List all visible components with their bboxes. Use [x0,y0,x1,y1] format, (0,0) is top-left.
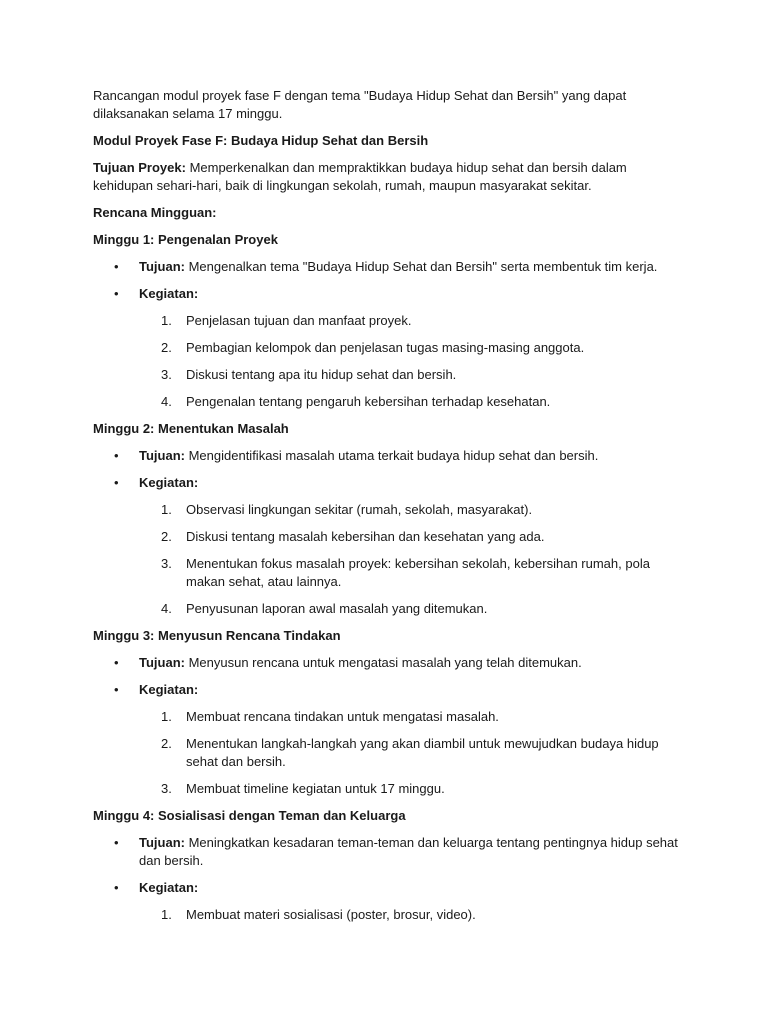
activity-number: 2. [161,340,172,355]
goal-label: Tujuan: [139,448,185,463]
goal-bullet [93,834,683,870]
activity-number: 3. [161,367,172,382]
activity-item [93,528,683,546]
activity-text: Pengenalan tentang pengaruh kebersihan terhadap kesehatan. [186,394,551,409]
activities-list [93,906,683,924]
goal-label: Tujuan: [139,835,185,850]
activity-number: 2. [161,529,172,544]
goal-bullet [93,654,683,672]
activity-text: Membuat materi sosialisasi (poster, brosur, video). [186,907,476,922]
activity-text: Penjelasan tujuan dan manfaat proyek. [186,313,412,328]
goal-label: Tujuan: [139,259,185,274]
activity-number: 3. [161,781,172,796]
intro-paragraph: Rancangan modul proyek fase F dengan tema "Budaya Hidup Sehat dan Bersih" yang dapat dilaksanakan selama 17 minggu. [93,88,627,121]
week-section [93,420,683,618]
activity-item [93,555,683,591]
week-title: Minggu 3: Menyusun Rencana Tindakan [93,628,341,643]
project-goal [93,159,683,195]
week-section [93,231,683,411]
bullet-icon: • [114,880,119,895]
activities-label: Kegiatan: [139,475,199,490]
activities-bullet [93,474,683,492]
weeks-container [93,231,683,924]
module-title: Modul Proyek Fase F: Budaya Hidup Sehat dan Bersih [93,133,429,148]
goal-text: Mengidentifikasi masalah utama terkait budaya hidup sehat dan bersih. [184,448,599,463]
activities-label: Kegiatan: [139,286,199,301]
activity-number: 2. [161,736,172,751]
activity-text: Membuat timeline kegiatan untuk 17 minggu. [186,781,445,796]
goal-label: Tujuan: [139,655,185,670]
week-title: Minggu 4: Sosialisasi dengan Teman dan Keluarga [93,808,406,823]
activity-item [93,393,683,411]
activity-number: 1. [161,709,172,724]
bullet-icon: • [114,682,119,697]
activity-number: 4. [161,394,172,409]
activities-list [93,312,683,411]
activities-label: Kegiatan: [139,880,199,895]
week-section [93,627,683,798]
activity-text: Diskusi tentang apa itu hidup sehat dan bersih. [186,367,457,382]
bullet-icon: • [114,835,119,850]
activities-bullet [93,285,683,303]
activity-number: 1. [161,502,172,517]
bullet-icon: • [114,655,119,670]
activities-list [93,501,683,618]
activity-item [93,312,683,330]
goal-text: Meningkatkan kesadaran teman-teman dan keluarga tentang pentingnya hidup sehat dan bersih. [139,835,678,868]
bullet-icon: • [114,448,119,463]
document-content [93,87,683,933]
activities-list [93,708,683,798]
activity-text: Penyusunan laporan awal masalah yang ditemukan. [186,601,488,616]
weekly-plan-heading: Rencana Mingguan: [93,205,217,220]
week-section [93,807,683,924]
activity-number: 1. [161,313,172,328]
activity-item [93,708,683,726]
bullet-icon: • [114,259,119,274]
activities-bullet [93,879,683,897]
activity-item [93,501,683,519]
bullet-icon: • [114,286,119,301]
activity-item [93,780,683,798]
activity-number: 3. [161,556,172,571]
activity-text: Membuat rencana tindakan untuk mengatasi masalah. [186,709,499,724]
activities-label: Kegiatan: [139,682,199,697]
goal-text: Mengenalkan tema "Budaya Hidup Sehat dan Bersih" serta membentuk tim kerja. [184,259,658,274]
project-goal-label: Tujuan Proyek: [93,160,186,175]
bullet-icon: • [114,475,119,490]
activity-item [93,339,683,357]
project-goal-text: Memperkenalkan dan mempraktikkan budaya hidup sehat dan bersih dalam kehidupan sehari-hari, baik di lingkungan sekolah, rumah, maupun masyarakat sekitar. [93,160,627,193]
goal-text: Menyusun rencana untuk mengatasi masalah yang telah ditemukan. [184,655,582,670]
activity-number: 4. [161,601,172,616]
activity-text: Diskusi tentang masalah kebersihan dan kesehatan yang ada. [186,529,545,544]
activity-item [93,735,683,771]
activity-text: Menentukan fokus masalah proyek: kebersihan sekolah, kebersihan rumah, pola makan sehat, atau lainnya. [186,556,650,589]
activity-item [93,906,683,924]
goal-bullet [93,258,683,276]
activities-bullet [93,681,683,699]
activity-text: Observasi lingkungan sekitar (rumah, sekolah, masyarakat). [186,502,533,517]
week-title: Minggu 2: Menentukan Masalah [93,421,289,436]
goal-bullet [93,447,683,465]
activity-text: Pembagian kelompok dan penjelasan tugas masing-masing anggota. [186,340,585,355]
activity-item [93,366,683,384]
activity-number: 1. [161,907,172,922]
week-title: Minggu 1: Pengenalan Proyek [93,232,278,247]
activity-text: Menentukan langkah-langkah yang akan diambil untuk mewujudkan budaya hidup sehat dan bersih. [186,736,659,769]
activity-item [93,600,683,618]
